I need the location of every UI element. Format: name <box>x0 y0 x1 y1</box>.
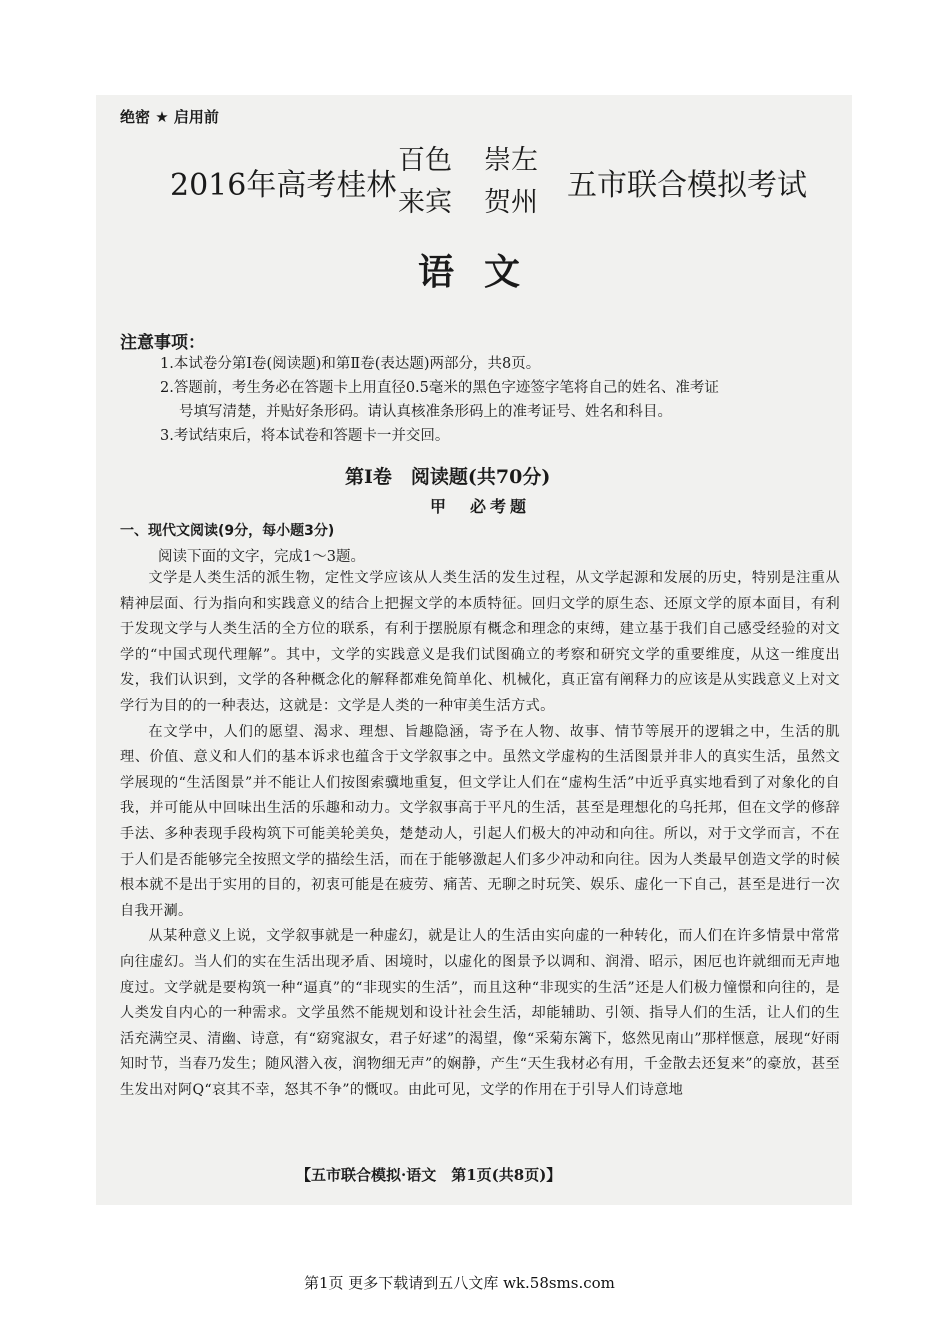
question-heading: 一、现代文阅读(9分，每小题3分) <box>120 523 335 539</box>
passage-paragraph-2: 在文学中，人们的愿望、渴求、理想、旨趣隐涵，寄予在人物、故事、情节等展开的逻辑之中，生活的肌理、价值、意义和人们的基本诉求也蕴含于文学叙事之中。虽然文学虚构的生活图景并非人的真实生活，虽然文学展现的“生活图景”并不能让人们按图索骥地重复，但文学让人们在“虚构生活”中近乎真实地看到了对象化的自我，并可能从中回味出生活的乐趣和动力。文学叙事高于平凡的生活，甚至是理想化的乌托邦，但在文学的修辞手法、多种表现手段构筑下可能美轮美奂，楚楚动人，引起人们极大的冲动和向往。所以，对于文学而言，不在于人们是否能够完全按照文学的描绘生活，而在于能够激起人们多少冲动和向往。因为人类最早创造文学的时候根本就不是出于实用的目的，初衷可能是在疲劳、痛苦、无聊之时玩笑、娱乐、虚化一下自己，甚至是进行一次自我开涮。 <box>120 723 840 919</box>
reading-passage <box>120 566 840 1103</box>
city-baise: 百色 <box>398 145 452 176</box>
subject-title: 语文 <box>418 251 551 293</box>
download-site-line: 第1页 更多下载请到五八文库 wk.58sms.com <box>304 1274 615 1292</box>
notice-item-3: 3.考试结束后，将本试卷和答题卡一并交回。 <box>160 428 450 444</box>
section-title: 第Ⅰ卷 阅读题(共70分) <box>345 466 551 488</box>
section-subtitle: 甲 必考题 <box>430 497 531 516</box>
exam-title-right: 五市联合模拟考试 <box>567 168 807 203</box>
passage-paragraph-1: 文学是人类生活的派生物，定性文学应该从人类生活的发生过程，从文学起源和发展的历史，特别是注重从精神层面、行为指向和实践意义的结合上把握文学的本质特征。回归文学的原生态、还原文学的原本面目，有利于发现文学与人类生活的全方位的联系，有利于摆脱原有概念和理念的束缚，建立基于我们自己感受经验的对文学的“中国式现代理解”。其中，文学的实践意义是我们试图确立的考察和研究文学的重要维度，从这一维度出发，我们认识到，文学的各种概念化的解释都难免简单化、机械化，真正富有阐释力的应该是从实践意义上对文学行为目的的一种表达，这就是：文学是人类的一种审美生活方式。 <box>120 570 840 714</box>
city-chongzuo: 崇左 <box>484 145 538 176</box>
exam-title-left: 2016年高考桂林 <box>170 168 397 203</box>
question-instruction: 阅读下面的文字，完成1～3题。 <box>158 549 365 565</box>
notice-item-1: 1.本试卷分第Ⅰ卷(阅读题)和第Ⅱ卷(表达题)两部分，共8页。 <box>160 356 541 372</box>
city-laibin: 来宾 <box>398 187 452 218</box>
page-footer-label: 【五市联合模拟·语文 第1页(共8页)】 <box>296 1166 562 1184</box>
notice-list <box>160 352 840 448</box>
confidential-label: 绝密 ★ 启用前 <box>120 108 219 126</box>
notice-item-2-continued: 号填写清楚，并贴好条形码。请认真核准条形码上的准考证号、姓名和科目。 <box>179 404 672 420</box>
notice-item-2: 2.答题前，考生务必在答题卡上用直径0.5毫米的黑色字迹签字笔将自己的姓名、准考证 <box>160 380 719 396</box>
notice-heading: 注意事项： <box>120 333 205 353</box>
city-hezhou: 贺州 <box>484 187 538 218</box>
passage-paragraph-3: 从某种意义上说，文学叙事就是一种虚幻，就是让人的生活由实向虚的一种转化，而人们在许多情景中常常向往虚幻。当人们的实在生活出现矛盾、困境时，以虚化的图景予以调和、润滑、昭示，困厄也许就细而无声地度过。文学就是要构筑一种“逼真”的“非现实的生活”，而且这种“非现实的生活”还是人们极力憧憬和向往的，是人类发自内心的一种需求。文学虽然不能规划和设计社会生活，却能辅助、引领、指导人们的生活，让人们的生活充满空灵、清幽、诗意，有“窈窕淑女，君子好逑”的渴望，像“采菊东篱下，悠然见南山”那样惬意，展现“好雨知时节，当春乃发生；随风潜入夜，润物细无声”的娴静，产生“天生我材必有用，千金散去还复来”的豪放，甚至生发出对阿Q“哀其不幸，怒其不争”的慨叹。由此可见，文学的作用在于引导人们诗意地 <box>120 928 840 1098</box>
